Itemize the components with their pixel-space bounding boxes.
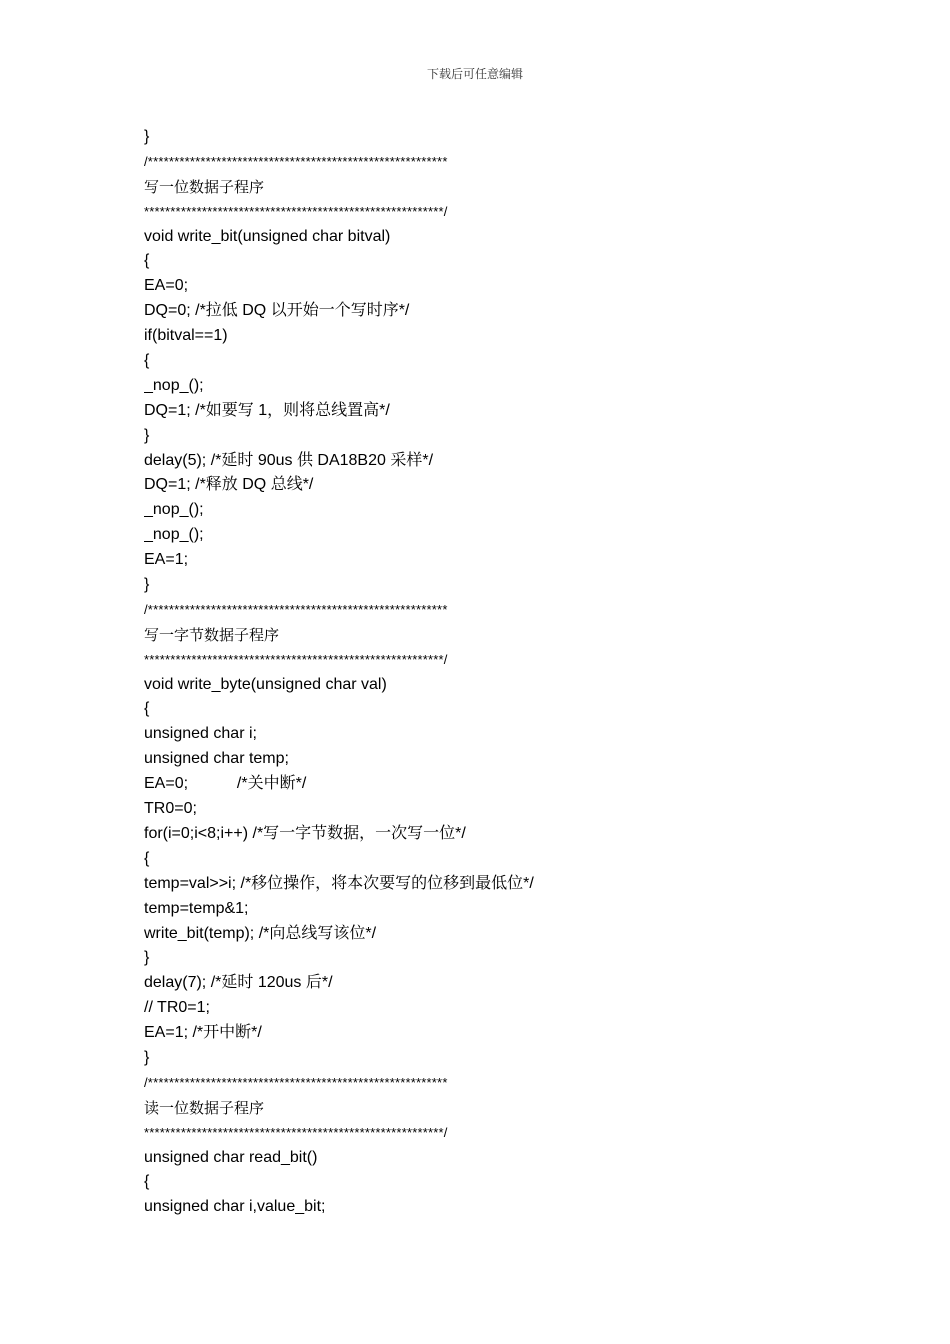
section-heading: 写一位数据子程序 xyxy=(144,177,265,196)
section-heading: 读一位数据子程序 xyxy=(144,1098,265,1117)
code-line: // TR0=1; xyxy=(144,999,210,1017)
code-line: { xyxy=(144,252,150,270)
code-line: temp=temp&1; xyxy=(144,899,249,917)
code-line: TR0=0; xyxy=(144,800,197,818)
code-line: EA=1; xyxy=(144,551,189,569)
page-header: 下载后可任意编辑 xyxy=(426,67,523,81)
code-line: EA=0; /*关中断*/ xyxy=(144,775,307,793)
comment-divider: *********************************************************/ xyxy=(144,203,448,219)
comment-divider: /********************************************************* xyxy=(144,601,448,617)
code-line: } xyxy=(144,576,150,594)
code-line: for(i=0;i<8;i++) /*写一字节数据，一次写一位*/ xyxy=(144,824,466,842)
code-line: { xyxy=(144,849,150,867)
code-listing xyxy=(144,125,904,1220)
code-line: _nop_(); xyxy=(144,376,204,394)
section-heading: 写一字节数据子程序 xyxy=(144,625,280,644)
code-line: unsigned char read_bit() xyxy=(144,1148,318,1166)
comment-divider: *********************************************************/ xyxy=(144,651,448,667)
code-line: } xyxy=(144,949,150,967)
code-line: write_bit(temp); /*向总线写该位*/ xyxy=(144,924,377,942)
code-line: DQ=1; /*如要写 1，则将总线置高*/ xyxy=(144,401,390,419)
comment-divider: *********************************************************/ xyxy=(144,1124,448,1140)
code-line: } xyxy=(144,128,150,145)
code-line: { xyxy=(144,352,150,370)
code-line: { xyxy=(144,1173,150,1191)
comment-divider: /********************************************************* xyxy=(144,1074,448,1090)
code-line: } xyxy=(144,426,150,444)
code-line: EA=1; /*开中断*/ xyxy=(144,1024,262,1042)
code-line: delay(7); /*延时 120us 后*/ xyxy=(144,974,333,992)
code-line: DQ=0; /*拉低 DQ 以开始一个写时序*/ xyxy=(144,302,410,320)
code-line: if(bitval==1) xyxy=(144,327,228,345)
code-line: unsigned char i,value_bit; xyxy=(144,1198,326,1216)
code-line: unsigned char i; xyxy=(144,725,257,743)
code-line: { xyxy=(144,700,150,718)
comment-divider: /********************************************************* xyxy=(144,153,448,169)
code-line: temp=val>>i; /*移位操作，将本次要写的位移到最低位*/ xyxy=(144,874,534,892)
code-line: DQ=1; /*释放 DQ 总线*/ xyxy=(144,476,314,494)
code-line: delay(5); /*延时 90us 供 DA18B20 采样*/ xyxy=(144,451,434,469)
code-line: _nop_(); xyxy=(144,501,204,519)
code-line: void write_bit(unsigned char bitval) xyxy=(144,227,391,245)
code-line: void write_byte(unsigned char val) xyxy=(144,675,387,693)
code-line: } xyxy=(144,1048,150,1066)
code-line: EA=0; xyxy=(144,277,189,295)
code-line: _nop_(); xyxy=(144,526,204,544)
code-line: unsigned char temp; xyxy=(144,750,289,768)
